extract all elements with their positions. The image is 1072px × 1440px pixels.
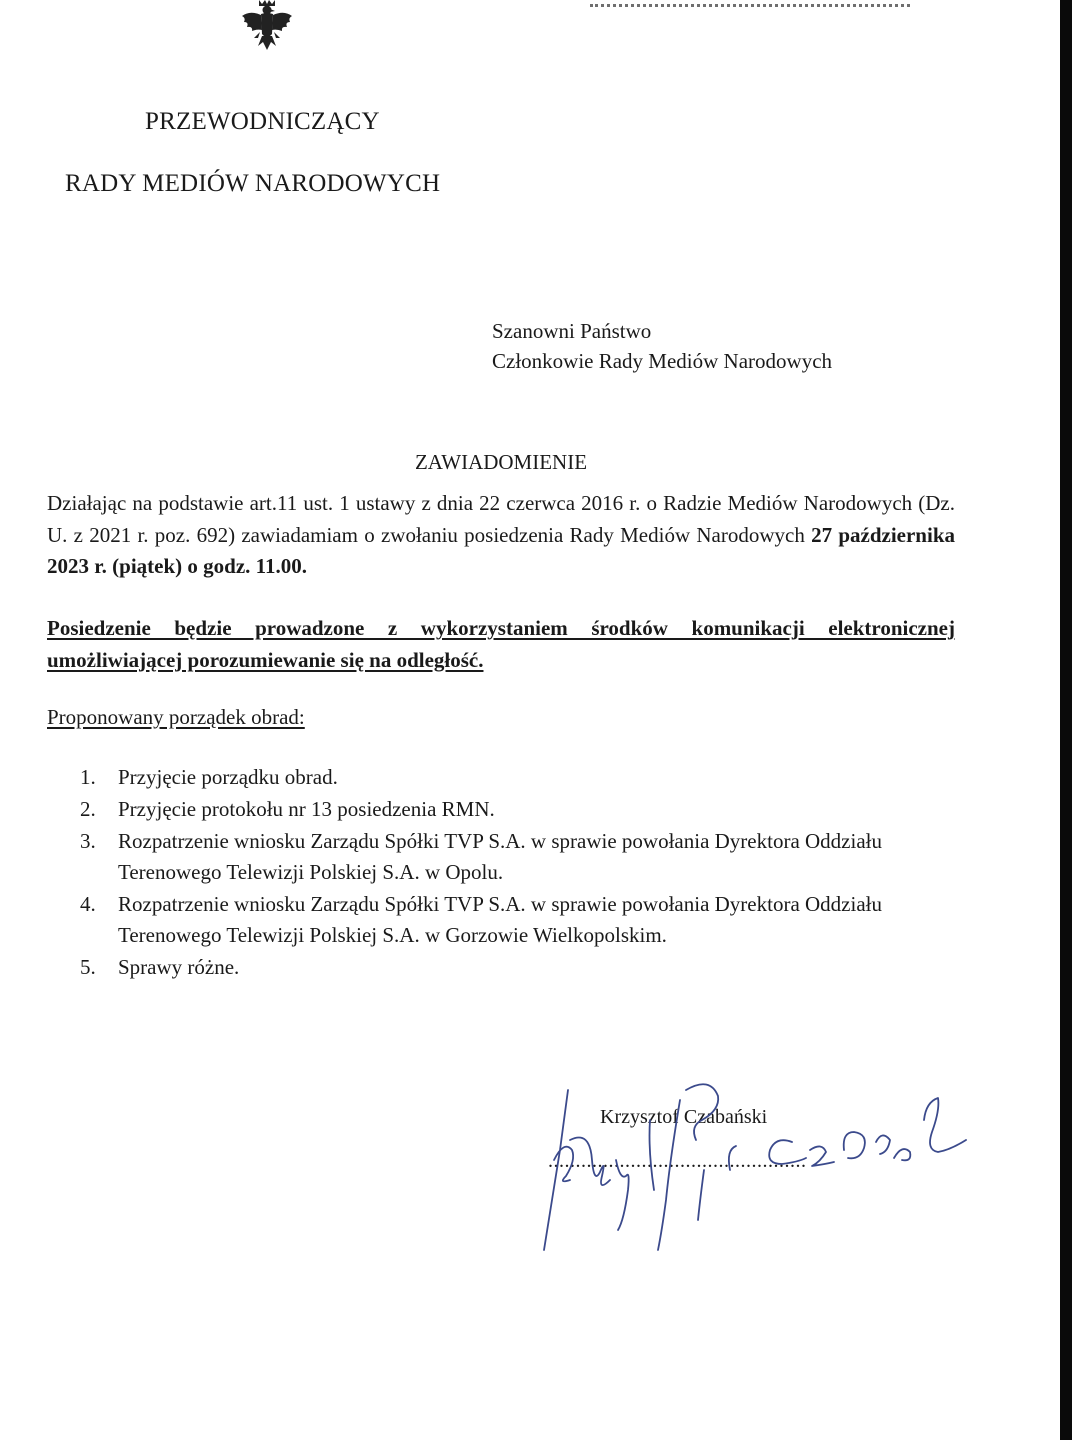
agenda-item <box>80 826 960 888</box>
polish-eagle-icon <box>232 0 302 52</box>
agenda-list <box>80 762 960 984</box>
agenda-item <box>80 889 960 951</box>
notice-paragraph <box>47 488 955 583</box>
signer-name: Krzysztof Czabański <box>600 1106 768 1128</box>
agenda-item-text: Przyjęcie porządku obrad. <box>118 765 338 789</box>
agenda-item-number: 1. <box>80 765 96 789</box>
notice-paragraph-text: Działając na podstawie art.11 ust. 1 ustawy z dnia 22 czerwca 2016 r. o Radzie Mediów Narodowych (Dz. U. z 2021 r. poz. 692) zawiadamiam o zwołaniu posiedzenia Rady Mediów Narodowych <box>47 491 955 547</box>
agenda-item-number: 5. <box>80 955 96 979</box>
addressee-recipients: Członkowie Rady Mediów Narodowych <box>492 349 833 373</box>
remote-meeting-notice: Posiedzenie będzie prowadzone z wykorzystaniem środków komunikacji elektronicznej umożliwiającej porozumiewanie się na odległość. <box>47 616 955 672</box>
agenda-item-number: 2. <box>80 797 96 821</box>
sender-institution: RADY MEDIÓW NARODOWYCH <box>65 170 441 197</box>
agenda-item-text: Rozpatrzenie wniosku Zarządu Spółki TVP S.A. w sprawie powołania Dyrektora Oddziału Terenowego Telewizji Polskiej S.A. w Opolu. <box>118 829 882 884</box>
addressee-block <box>492 316 832 376</box>
agenda-label: Proponowany porządek obrad: <box>47 705 305 729</box>
scan-border <box>1060 0 1072 1440</box>
agenda-item-text: Sprawy różne. <box>118 955 240 979</box>
top-cut-off-text <box>590 0 910 7</box>
agenda-item <box>80 952 960 983</box>
meeting-date-time: 27 października 2023 r. (piątek) o godz. 11.00. <box>47 522 955 578</box>
agenda-item <box>80 762 960 793</box>
handwritten-signature-icon <box>530 1080 990 1270</box>
addressee-salutation: Szanowni Państwo <box>492 319 652 343</box>
agenda-item-text: Przyjęcie protokołu nr 13 posiedzenia RMN. <box>118 797 495 821</box>
agenda-item <box>80 794 960 825</box>
agenda-item-number: 4. <box>80 892 96 916</box>
sender-title: PRZEWODNICZĄCY <box>145 108 380 135</box>
agenda-item-text: Rozpatrzenie wniosku Zarządu Spółki TVP S.A. w sprawie powołania Dyrektora Oddziału Terenowego Telewizji Polskiej S.A. w Gorzowie Wielkopolskim. <box>118 892 882 947</box>
signature-line: ............................................... <box>548 1150 807 1172</box>
agenda-item-number: 3. <box>80 829 96 853</box>
signature-block <box>530 1080 990 1270</box>
notice-title: ZAWIADOMIENIE <box>414 450 588 474</box>
